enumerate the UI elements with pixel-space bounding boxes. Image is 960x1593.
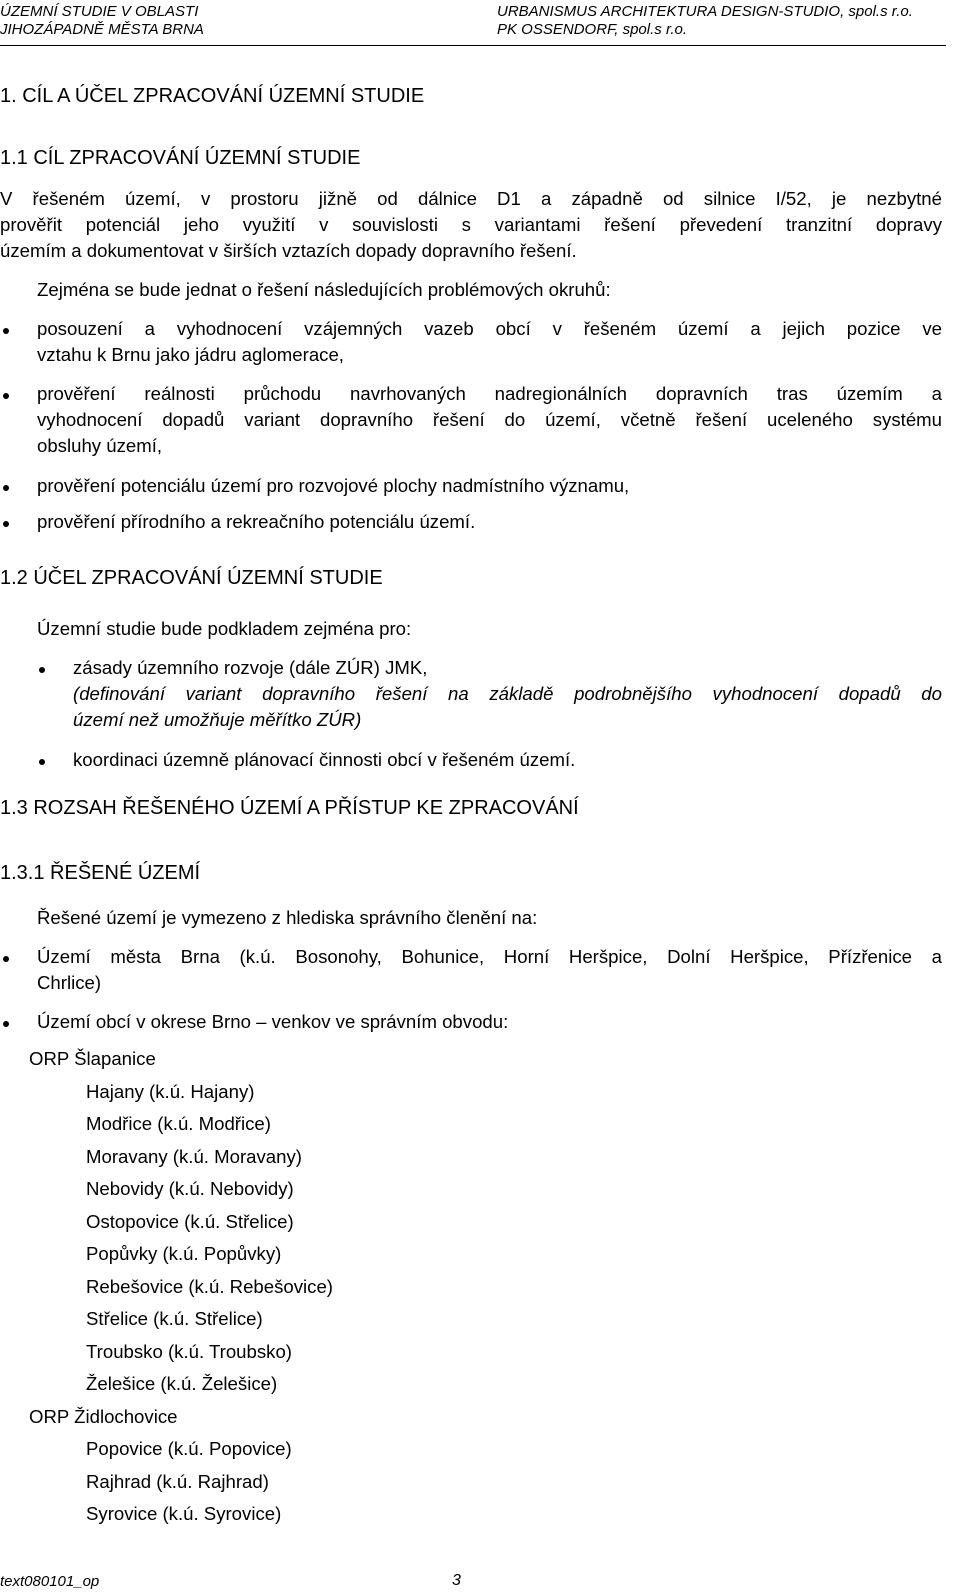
section-heading-1-3-1: 1.3.1 ŘEŠENÉ ÚZEMÍ xyxy=(0,862,201,884)
list-item-line: prověření reálnosti průchodu navrhovaných nadregionálních dopravních tras územím a xyxy=(37,383,942,404)
paragraph: Zejména se bude jednat o řešení následujících problémových okruhů: xyxy=(37,279,611,300)
bullet-icon xyxy=(3,521,9,527)
bullet-icon xyxy=(3,956,9,962)
municipality-item: Troubsko (k.ú. Troubsko) xyxy=(86,1341,292,1362)
header-divider xyxy=(0,45,946,46)
section-heading-1-1: 1.1 CÍL ZPRACOVÁNÍ ÚZEMNÍ STUDIE xyxy=(0,147,361,169)
list-item: Území obcí v okrese Brno – venkov ve správním obvodu: xyxy=(37,1011,509,1032)
list-item-line: Chrlice) xyxy=(37,972,102,993)
municipality-item: Želešice (k.ú. Želešice) xyxy=(86,1373,278,1394)
header-left-line2: JIHOZÁPADNĚ MĚSTA BRNA xyxy=(0,21,204,38)
bullet-icon xyxy=(39,759,45,765)
municipality-item: Moravany (k.ú. Moravany) xyxy=(86,1146,302,1167)
municipality-item: Ostopovice (k.ú. Střelice) xyxy=(86,1211,294,1232)
orp-heading: ORP Šlapanice xyxy=(29,1048,156,1069)
list-item: prověření potenciálu území pro rozvojové plochy nadmístního významu, xyxy=(37,475,630,496)
list-item: zásady územního rozvoje (dále ZÚR) JMK, xyxy=(73,657,428,678)
section-heading-1: 1. CÍL A ÚČEL ZPRACOVÁNÍ ÚZEMNÍ STUDIE xyxy=(0,85,425,107)
list-item: koordinaci územně plánovací činnosti obcí v řešeném území. xyxy=(73,749,576,770)
bullet-icon xyxy=(3,485,9,491)
municipality-item: Modřice (k.ú. Modřice) xyxy=(86,1113,271,1134)
list-item-line: obsluhy území, xyxy=(37,435,163,456)
list-item-line: posouzení a vyhodnocení vzájemných vazeb obcí v řešeném území a jejich pozice ve xyxy=(37,318,942,339)
bullet-icon xyxy=(39,667,45,673)
bullet-icon xyxy=(3,328,9,334)
orp-heading: ORP Židlochovice xyxy=(29,1406,178,1427)
bullet-icon xyxy=(3,393,9,399)
section-heading-1-3: 1.3 ROZSAH ŘEŠENÉHO ÚZEMÍ A PŘÍSTUP KE ZPRACOVÁNÍ xyxy=(0,797,579,819)
paragraph-line: V řešeném území, v prostoru jižně od dálnice D1 a západně od silnice I/52, je nezbytné xyxy=(0,188,942,209)
paragraph: Územní studie bude podkladem zejména pro: xyxy=(37,618,412,639)
list-item: prověření přírodního a rekreačního potenciálu území. xyxy=(37,511,476,532)
footer-doc-id: text080101_op xyxy=(0,1573,100,1590)
paragraph-line: územím a dokumentovat v širších vztazích dopady dopravního řešení. xyxy=(0,240,577,261)
list-item-note-line: (definování variant dopravního řešení na základě podrobnějšího vyhodnocení dopadů do xyxy=(73,683,942,704)
municipality-item: Rebešovice (k.ú. Rebešovice) xyxy=(86,1276,333,1297)
header-right-line2: PK OSSENDORF, spol.s r.o. xyxy=(497,21,688,38)
page-number: 3 xyxy=(452,1572,461,1589)
municipality-item: Popůvky (k.ú. Popůvky) xyxy=(86,1243,282,1264)
header-right-line1: URBANISMUS ARCHITEKTURA DESIGN-STUDIO, spol.s r.o. xyxy=(497,3,913,20)
list-item-line: vztahu k Brnu jako jádru aglomerace, xyxy=(37,344,344,365)
paragraph-line: prověřit potenciál jeho využití v souvislosti s variantami řešení převedení tranzitní dopravy xyxy=(0,214,942,235)
header-left-line1: ÚZEMNÍ STUDIE V OBLASTI xyxy=(0,3,199,20)
section-heading-1-2: 1.2 ÚČEL ZPRACOVÁNÍ ÚZEMNÍ STUDIE xyxy=(0,567,383,589)
municipality-item: Popovice (k.ú. Popovice) xyxy=(86,1438,292,1459)
municipality-item: Nebovidy (k.ú. Nebovidy) xyxy=(86,1178,294,1199)
bullet-icon xyxy=(3,1021,9,1027)
municipality-item: Hajany (k.ú. Hajany) xyxy=(86,1081,255,1102)
list-item-line: vyhodnocení dopadů variant dopravního řešení do území, včetně řešení uceleného systému xyxy=(37,409,942,430)
list-item-line: Území města Brna (k.ú. Bosonohy, Bohunice, Horní Heršpice, Dolní Heršpice, Přízřenice a xyxy=(37,946,942,967)
municipality-item: Střelice (k.ú. Střelice) xyxy=(86,1308,263,1329)
paragraph: Řešené území je vymezeno z hlediska správního členění na: xyxy=(37,907,538,928)
municipality-item: Syrovice (k.ú. Syrovice) xyxy=(86,1503,282,1524)
list-item-note-line: území než umožňuje měřítko ZÚR) xyxy=(73,709,362,730)
municipality-item: Rajhrad (k.ú. Rajhrad) xyxy=(86,1471,269,1492)
